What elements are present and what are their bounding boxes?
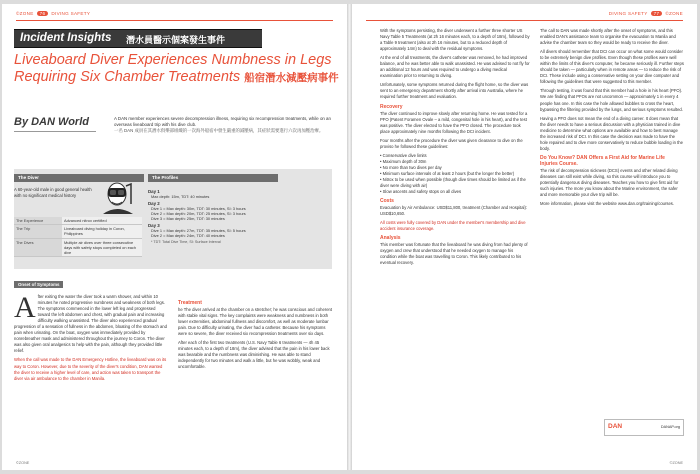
dive-profiles: [148, 187, 276, 244]
banner-title-zh: 潛水員醫示個案發生事件: [126, 35, 226, 45]
diver-description: A 60-year-old male in good general health with no significant medical history: [14, 187, 92, 198]
list-item: • Nitrox to be used when possible (though dive times should be limited as if the diver were diving with air): [380, 176, 526, 189]
section-banner: [14, 29, 262, 48]
recovery-paragraph: The diver continued to improve slowly after returning home. He was tested for a PFO (Patent Foramen Ovale – a mild, congenital hole in his heart), and the test was positive. The diver elected to have the PFO closed. The procedure took place approximately nine months following the DCI incident.: [380, 110, 528, 134]
profile-footnote: * TDT: Total Dive Time, SI: Surface Interval: [151, 240, 221, 244]
byline-rule: [14, 131, 96, 132]
first-aid-paragraph: The risk of decompression sickness (DCS) events and other related diving diseases can still exist while diving, so this course will introduce you to potentially dangerous diving diseases. Teaches you how to give first aid for such injuries. The more you know about the Marine environment, the safer and more memorable your dive trip will be.: [540, 167, 679, 198]
header-rule: [366, 20, 683, 21]
list-item: • Conservative dive limits: [380, 152, 427, 158]
list-item: • Minimum surface intervals of at least 2 hours (but the longer the better): [380, 170, 515, 176]
recovery-heading: Recovery: [380, 103, 403, 110]
right-page: [352, 4, 697, 470]
banner-title-en: Incident Insights: [20, 32, 112, 44]
table-row: [14, 225, 142, 238]
onset-column: [14, 291, 168, 385]
first-aid-link-text: More information, please visit the website www.dan.org/training/courses.: [540, 201, 675, 207]
footer-right: ©ZONE: [669, 461, 683, 465]
dive-mask-icon: [95, 180, 141, 214]
article-title-line1: Liveaboard Diver Experiences Numbness in Legs: [14, 52, 332, 68]
diver-table: [14, 217, 142, 257]
guideline-text: No more than two dives per day: [382, 164, 442, 170]
day-label: Day 2: [148, 201, 160, 206]
list-item: • Maximum depth of 30m: [380, 158, 427, 164]
guideline-text: Nitrox to be used when possible (though dive times should be limited as if the diver were diving with air): [380, 176, 526, 189]
costs-heading: Costs: [380, 198, 394, 205]
running-header-right: [609, 11, 683, 16]
intro-en: A DAN member experiences severe decompression illness, requiring six recompression treatments, while on an overseas liveaboard trip with his dive club.: [114, 116, 331, 128]
dan-logo-text: DAN: [608, 423, 623, 430]
list-item: • Slow ascents and safety stops on all dives: [380, 189, 462, 195]
table-cell-value: Multiple air dives over three consecutive days with safety stops completed on each dive: [62, 238, 142, 257]
list-item: • No more than two dives per day: [380, 164, 442, 170]
article-title-line2: Requiring Six Chamber Treatments: [14, 69, 241, 85]
intro-zh: 一名 DAN 成員在其潛水俱樂部組織的一次海外船宿中發生嚴重的減壓病，其症狀需要進行六次再加壓治療。: [114, 128, 324, 134]
onset-paragraph: [14, 291, 168, 354]
body-paragraph: Having a PFO does not mean the end of a diving career. It does mean that the diver needs to have a serious discussion with a physician trained in dive medicine to determine what options are available and how to best manage the increased risk of DCI. In this case the decision was made to have the hole repaired and to dive more conservatively to reduce bubble loading in the body.: [540, 115, 683, 151]
day-label: Day 1: [148, 189, 160, 194]
right-column-2: [540, 28, 684, 210]
running-header-left: [16, 11, 90, 16]
body-paragraph: Unfortunately, some symptoms returned during the flight home, so the diver was sent to an emergency department shortly after arrival into Australia, where he required further treatment and evaluation.: [380, 82, 529, 100]
table-row: [14, 217, 142, 225]
page-number: 76: [37, 11, 49, 16]
guideline-text: Maximum depth of 30m: [382, 158, 427, 164]
day-label: Day 3: [148, 223, 160, 228]
magazine-name: ©ZONE: [16, 11, 34, 16]
dive-entry: Dive 1 = Max depth: 27m, TDT: 35 minutes, SI: 5 hours: [151, 228, 246, 233]
profiles-box-header: The Profiles: [148, 174, 278, 182]
onset-label: Onset of Symptoms: [14, 281, 63, 288]
treatment-heading: Treatment: [178, 300, 202, 306]
drop-cap: A: [14, 291, 36, 324]
table-cell-label: The Experience: [14, 217, 62, 225]
onset-text: fter exiting the water the diver took a warm shower, and within 10 minutes he noted progressive numbness and weakness of both legs. The symptoms commenced in the lower left leg and progressed toward the left abdomen and chest, with gradual pain and increasing difficulty walking unassisted. The diver also experienced gradual progression of a sensation of fullness in the abdomen, bloating of the stomach and pain when urinating. On the boat, oxygen was immediately provided by nonrebreather mask and administered throughout the journey to Coron. The diver was also given oral analgesics to help with the pain, although they provided little relief.: [14, 294, 167, 354]
section-name: DIVING SAFETY: [51, 11, 91, 16]
footer-left: ©ZONE: [16, 461, 30, 465]
costs-paragraph: Evacuation by Air Ambulance: USD$11,800, treatment (Chamber and Hospital): USD$10,650.: [380, 205, 528, 217]
treatment-paragraph: he The diver arrived at the chamber on a stretcher; he was conscious and coherent with stable vital signs. The key complaints were weakness and numbness in both lower extremities, abdominal fullness and discomfort, as well as moderate lumbar pain. Due to difficulty urinating, the diver had a catheter. Because his symptoms were so severe, the diver received six recompression treatments over six days.: [178, 307, 333, 337]
dive-entry: Dive 2 = Max depth: 24m, TDT: 40 minutes: [151, 233, 225, 238]
body-paragraph: At the end of all treatments, the diver's catheter was removed, he had improved balance, and he was better able to walk unassisted. He was advised to not fly for an additional 12 hours and was required to undergo a diving medical examination prior to returning to diving.: [380, 55, 530, 79]
article-title: [14, 52, 339, 87]
table-row: [14, 238, 142, 257]
byline: By DAN World: [14, 116, 89, 128]
analysis-paragraph: This member was fortunate that the liveaboard he was diving from had plenty of oxygen and crew that understood that he needed oxygen to manage his condition while the boat was travelling to Coron. This likely contributed to his eventual recovery.: [380, 242, 528, 266]
diver-box-header: The Diver: [14, 174, 144, 182]
table-cell-label: The Dives: [14, 238, 62, 257]
dan-logo: [604, 419, 684, 436]
table-cell-label: The Trip: [14, 225, 62, 238]
recovery-paragraph: Four months after the procedure the diver was given clearance to dive on the proviso he followed these guidelines:: [380, 137, 523, 149]
treatment-column: [178, 297, 334, 373]
dive-entry: Max depth: 15m, TDT: 40 minutes: [151, 194, 210, 199]
page-number: 77: [651, 11, 663, 16]
guideline-text: Minimum surface intervals of at least 2 hours (but the longer the better): [382, 170, 515, 176]
body-paragraph: The call to DAN was made shortly after the onset of symptoms, and this enabled DAN's assistance team to organise the evacuation to Manila and advise the chamber team so they would be ready to receive the diver.: [540, 28, 676, 46]
left-page: [2, 4, 347, 470]
article-title-zh: 船宿潛水減壓病事件: [244, 72, 339, 84]
header-rule: [16, 20, 333, 21]
onset-highlight: When the call was made to the DAN Emergency Hotline, the liveaboard was on its way to Coron. However, due to the severity of the diver's condition, DAN wanted the diver to receive a higher level of care, and action was taken to transport the diver via air ambulance to the chamber in Manila.: [14, 357, 167, 381]
analysis-heading: Analysis: [380, 235, 401, 242]
right-column-1: [380, 28, 530, 270]
body-paragraph: With the symptoms persisting, the diver underwent a further three shorter US Navy Table 5 Treatments (at 2h 16 minutes each, to a depth of 18m), followed by a Table 9 treatment (also at 2h 16 minutes, but to a reduced depth of approximately 14m) to deal with the residual symptoms.: [380, 28, 530, 52]
dive-entry: Dive 2 = Max depth: 20m, TDT: 25 minutes, SI: 3 hours: [151, 211, 246, 216]
body-paragraph: All divers should remember that DCI can occur on what some would consider to be extremely benign dive profiles. Even though these profiles were well within the limits of this diver's computer, he became seriously ill. Further steps should be taken — particularly when in remote areas — to reduce the risk of DCI. These include using a conservative setting on your dive computer and following the guidelines that were suggested to this member.: [540, 49, 684, 85]
section-name: DIVING SAFETY: [608, 11, 648, 16]
treatment-paragraph: After each of the first two treatments (U.S. Navy Table 6 treatments — 4h 45 minutes each, to a depth of 18m), the diver advised that the pain in his lower back was bearable and the numbness was diminishing. He was able to stand independently for two minutes and walk a little, but he was wobbly, weak and uncomfortable.: [178, 340, 330, 370]
table-cell-value: Advanced nitrox certified: [62, 217, 142, 225]
guidelines-list: [380, 153, 530, 195]
table-cell-value: Liveaboard diving holiday in Coron, Philippines: [62, 225, 142, 238]
dan-logo-url: DANAP.org: [660, 425, 680, 429]
body-paragraph: Through testing, it was found that this member had a hole in his heart (PFO). We are finding that PFOs are not uncommon — approximately 1 in every 4 people has one. In this case the hole allowed bubbles to cross the heart, bypassing the filtering provided by the lungs, and serious symptoms resulted.: [540, 88, 683, 112]
guideline-text: Conservative dive limits: [382, 152, 427, 158]
magazine-name: ©ZONE: [665, 11, 683, 16]
guideline-text: Slow ascents and safety stops on all dives: [382, 189, 462, 195]
first-aid-heading: Do You Know? DAN Offers a First Aid for Marine Life Injuries Course.: [540, 154, 665, 167]
intro: [114, 116, 338, 134]
dive-entry: Dive 3 = Max depth: 25m, TDT: 30 minutes: [151, 216, 225, 221]
dive-entry: Dive 1 = Max depth: 30m, TDT: 30 minutes, SI: 3 hours: [151, 206, 246, 211]
costs-highlight: All costs were fully covered by DAN under the member's membership and dive accident insurance coverage.: [380, 220, 526, 232]
